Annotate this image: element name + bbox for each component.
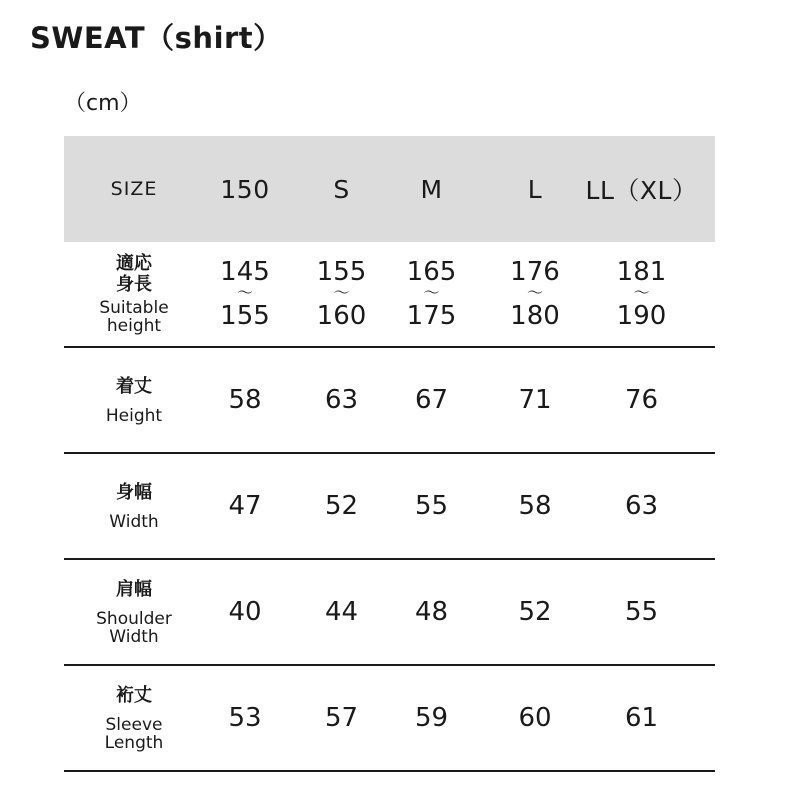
label-jp: 身幅 — [116, 481, 152, 503]
row-label — [64, 560, 204, 664]
label-en: Width — [109, 511, 159, 532]
header-size-s: S — [333, 174, 350, 204]
value-cell: 52 — [324, 491, 359, 521]
value-cell: 61 — [624, 703, 659, 733]
header-size-label: SIZE — [110, 178, 158, 200]
value-cell: 59 — [414, 703, 449, 733]
label-en: Length — [104, 732, 164, 753]
range-cell: 155 ～ 160 — [316, 257, 367, 331]
range-cell: 145 ～ 155 — [220, 257, 270, 331]
row-suitable-height — [64, 242, 715, 348]
value-cell: 60 — [518, 703, 552, 733]
row-label — [64, 348, 204, 452]
label-en: Height — [105, 405, 163, 426]
label-jp: 適応 — [116, 253, 152, 274]
value-cell: 55 — [624, 597, 659, 627]
row-label — [64, 666, 204, 770]
range-cell: 176 ～ 180 — [510, 257, 560, 331]
label-en: Suitable — [99, 298, 169, 318]
label-en: Shoulder — [96, 608, 172, 629]
value-cell: 67 — [414, 385, 449, 415]
header-size-ll: LL（XL） — [585, 176, 698, 205]
unit-label: （cm） — [64, 91, 142, 116]
label-en: height — [106, 316, 162, 336]
row-label — [64, 454, 204, 558]
value-cell: 40 — [228, 597, 262, 627]
value-cell: 63 — [624, 491, 659, 521]
value-cell: 53 — [228, 703, 262, 733]
value-cell: 71 — [518, 385, 552, 415]
row-shoulder-width — [64, 560, 715, 666]
range-cell: 181 ～ 190 — [616, 257, 667, 331]
label-jp: 着丈 — [116, 375, 152, 397]
value-cell: 63 — [324, 385, 359, 415]
value-cell: 52 — [518, 597, 552, 627]
row-sleeve-length — [64, 666, 715, 772]
value-cell: 48 — [414, 597, 449, 627]
header-size-150: 150 — [220, 174, 270, 204]
value-cell: 58 — [518, 491, 552, 521]
label-en: Width — [109, 626, 159, 647]
label-en: Sleeve — [105, 714, 163, 735]
row-width — [64, 454, 715, 560]
page-title: SWEAT（shirt） — [30, 21, 283, 55]
range-cell: 165 ～ 175 — [406, 257, 457, 331]
size-chart-table — [64, 136, 715, 772]
header-row — [64, 136, 715, 242]
label-jp: 肩幅 — [116, 578, 152, 600]
value-cell: 58 — [228, 385, 262, 415]
label-jp: 裄丈 — [116, 684, 152, 706]
value-cell: 55 — [414, 491, 449, 521]
value-cell: 47 — [228, 491, 262, 521]
value-cell: 76 — [624, 385, 659, 415]
label-jp: 身長 — [116, 274, 152, 295]
header-size-m: M — [420, 174, 443, 204]
row-label — [64, 242, 204, 346]
header-size-l: L — [527, 174, 543, 204]
value-cell: 44 — [324, 597, 359, 627]
value-cell: 57 — [324, 703, 359, 733]
row-height — [64, 348, 715, 454]
